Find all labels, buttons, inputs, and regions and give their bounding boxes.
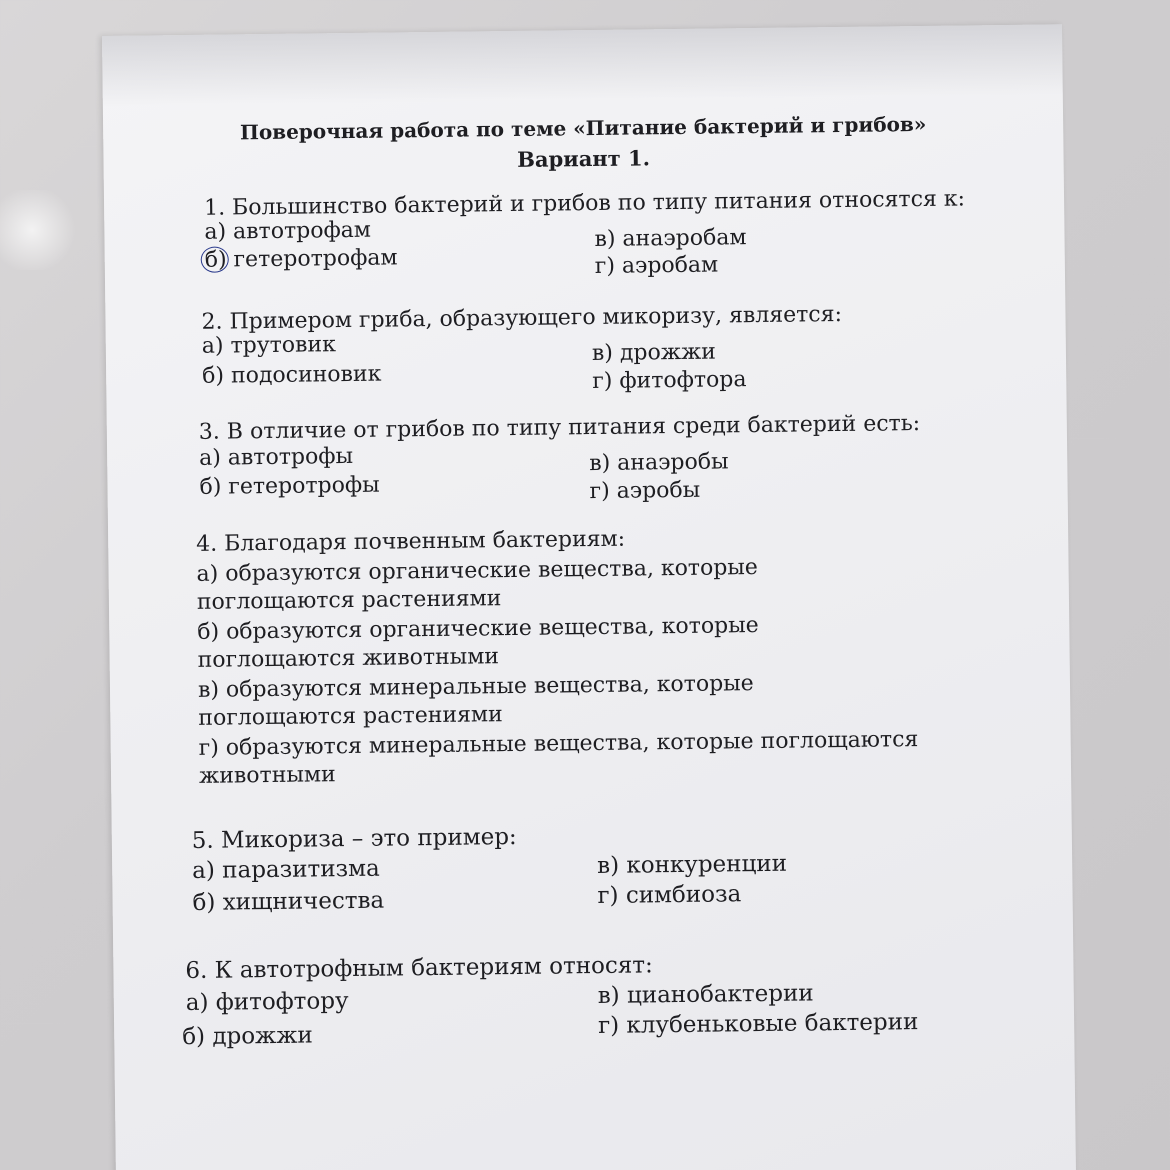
- question-4: [196, 521, 1019, 791]
- page-shadow: [102, 24, 1063, 106]
- question-4-option-a[interactable]: а) образуются органические вещества, которые поглощаются растениями: [196, 555, 759, 615]
- question-1-option-a[interactable]: а) автотрофам: [204, 217, 372, 245]
- question-1-option-b[interactable]: [205, 244, 398, 274]
- question-3-option-g[interactable]: г) аэробы: [589, 477, 701, 505]
- question-2-option-b[interactable]: б) подосиновик: [202, 361, 382, 389]
- worksheet-page: [102, 24, 1077, 1170]
- question-6: [182, 947, 1046, 1051]
- question-6-option-g[interactable]: г) клубеньковые бактерии: [597, 1009, 919, 1040]
- question-4-text: 4. Благодаря почвенным бактериям:: [196, 526, 626, 557]
- question-2-text: 2. Примером гриба, образующего микоризу, является:: [201, 301, 843, 335]
- question-1-option-g[interactable]: г) аэробам: [594, 252, 719, 279]
- question-5: [192, 817, 1013, 917]
- question-6-option-v[interactable]: в) цианобактерии: [597, 980, 814, 1010]
- question-2: [201, 299, 1022, 399]
- question-2-option-g[interactable]: г) фитофтора: [592, 367, 747, 395]
- question-5-option-b[interactable]: б) хищничества: [192, 887, 385, 916]
- question-4-option-v[interactable]: в) образуются минеральные вещества, которые поглощаются растениями: [197, 671, 754, 731]
- question-4-option-g[interactable]: г) образуются минеральные вещества, которые поглощаются животными: [198, 727, 919, 789]
- question-3-option-a[interactable]: а) автотрофы: [199, 443, 354, 471]
- question-5-option-a[interactable]: а) паразитизма: [192, 855, 380, 884]
- worksheet-title: Поверочная работа по теме «Питание бактерий и грибов»: [239, 111, 927, 145]
- question-5-option-v[interactable]: в) конкуренции: [597, 850, 788, 880]
- question-1-option-b-label: б) гетеротрофам: [204, 245, 398, 273]
- question-2-option-a[interactable]: а) трутовик: [201, 332, 337, 359]
- question-3-text: 3. В отличие от грибов по типу питания среди бактерий есть:: [198, 411, 921, 445]
- question-6-option-a[interactable]: а) фитофтору: [185, 988, 349, 1017]
- question-3-option-b[interactable]: б) гетеротрофы: [199, 472, 380, 500]
- question-5-option-g[interactable]: г) симбиоза: [597, 881, 742, 910]
- pen-circle-mark: [201, 246, 229, 272]
- question-1-option-v[interactable]: в) анаэробам: [594, 225, 747, 252]
- question-3: [199, 409, 1020, 509]
- glare-reflection: [0, 190, 80, 270]
- question-1-text: 1. Большинство бактерий и грибов по типу питания относятся к:: [203, 186, 966, 221]
- question-1: [204, 185, 1025, 285]
- question-2-option-v[interactable]: в) дрожжи: [591, 339, 717, 367]
- question-6-option-b[interactable]: б) дрожжи: [182, 1022, 313, 1051]
- question-5-text: 5. Микориза – это пример:: [191, 823, 517, 854]
- question-6-text: 6. К автотрофным бактериям относят:: [185, 952, 653, 985]
- question-4-option-b[interactable]: б) образуются органические вещества, которые поглощаются животными: [197, 613, 759, 673]
- variant-label: Вариант 1.: [516, 145, 651, 172]
- question-3-option-v[interactable]: в) анаэробы: [589, 449, 729, 477]
